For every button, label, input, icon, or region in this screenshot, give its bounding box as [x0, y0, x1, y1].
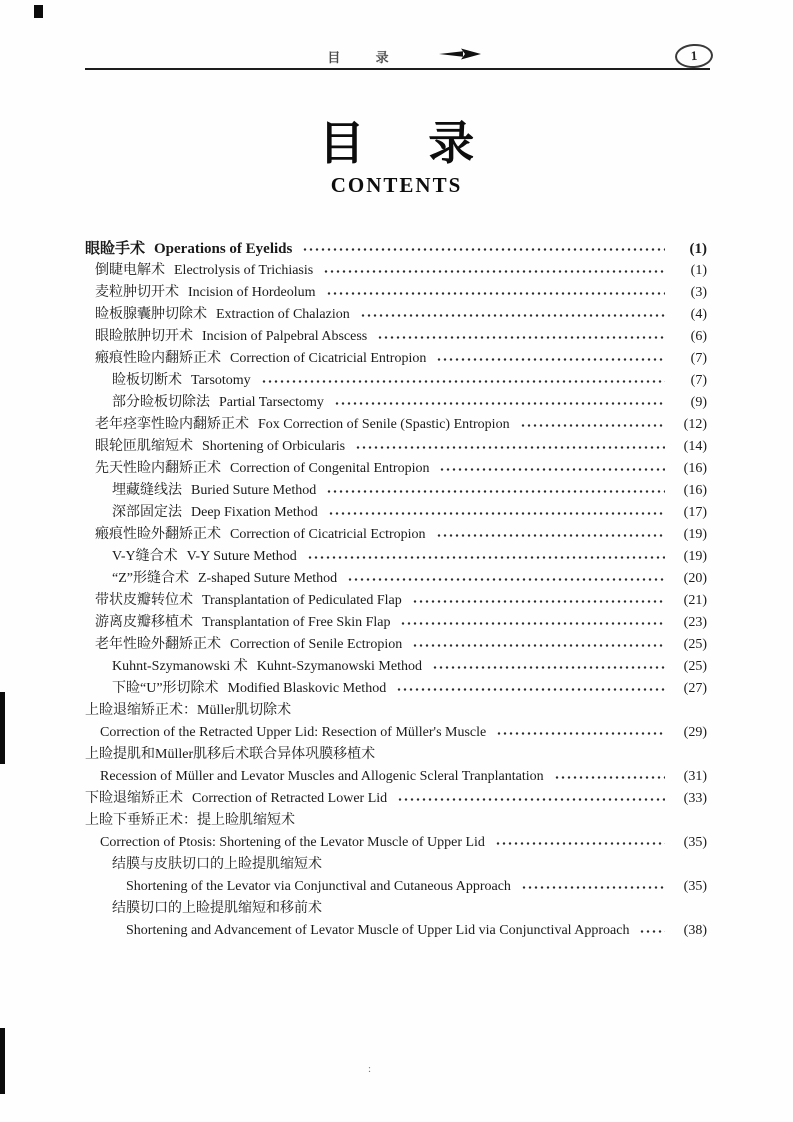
toc-entry-en: Extraction of Chalazion — [216, 307, 350, 322]
toc-entry — [85, 480, 707, 502]
toc-entry-continuation — [85, 876, 707, 898]
toc-entry — [85, 568, 707, 590]
dot-leader — [520, 423, 665, 428]
dot-leader — [521, 885, 665, 890]
toc-entry-page: (12) — [683, 417, 707, 432]
toc-entry-cn: 老年痉挛性睑内翻矫正术 — [95, 417, 249, 432]
toc-entry-en: Correction of Cicatricial Entropion — [230, 351, 427, 366]
toc-entry-page: (14) — [683, 439, 707, 454]
scan-artifact — [0, 692, 5, 764]
toc-entry-page: (3) — [690, 285, 707, 300]
toc-entry-page: (9) — [690, 395, 707, 410]
header-rule — [85, 68, 710, 70]
toc-entry-en: Correction of the Retracted Upper Lid: Resection of Müller's Muscle — [100, 725, 487, 740]
toc-entry-cn: 上睑提肌和Müller肌移后术联合异体巩膜移植术 — [85, 747, 376, 762]
toc-entry-en: Electrolysis of Trichiasis — [174, 263, 314, 278]
running-header — [85, 46, 707, 66]
toc-entry-continuation — [85, 722, 707, 744]
toc-entry-page: (38) — [683, 923, 707, 938]
toc-entry-en: Incision of Palpebral Abscess — [202, 329, 368, 344]
toc-entry-continuation — [85, 766, 707, 788]
toc-entry-page: (7) — [690, 351, 707, 366]
dot-leader — [347, 577, 665, 582]
toc-entry — [85, 348, 707, 370]
toc-entry-page: (35) — [683, 835, 707, 850]
toc-entry-cn: 眼睑脓肿切开术 — [95, 329, 193, 344]
toc-entry-page: (7) — [690, 373, 707, 388]
toc-entry-cn: 埋藏缝线法 — [112, 483, 182, 498]
toc-entry-cn: 老年性睑外翻矫正术 — [95, 637, 221, 652]
page-number: 1 — [690, 47, 698, 64]
toc-entry-en: Recession of Müller and Levator Muscles and Allogenic Scleral Tranplantation — [100, 769, 544, 784]
toc-entry-cn: 眼轮匝肌缩短术 — [95, 439, 193, 454]
toc-entry — [85, 436, 707, 458]
page-title-en: CONTENTS — [330, 173, 463, 198]
dot-leader — [360, 313, 665, 318]
dot-leader — [328, 511, 665, 516]
toc-entry-page: (19) — [683, 527, 707, 542]
toc-entry-en: Correction of Cicatricial Ectropion — [230, 527, 426, 542]
toc-entry — [85, 700, 707, 722]
dot-leader — [495, 841, 665, 846]
toc-entry-page: (31) — [683, 769, 707, 784]
toc-entry-en: Z-shaped Suture Method — [197, 571, 338, 586]
toc-entry-continuation — [85, 920, 707, 942]
toc-entry-en: Fox Correction of Senile (Spastic) Entropion — [258, 417, 510, 432]
toc-entry — [85, 612, 707, 634]
toc-entry-cn: 倒睫电解术 — [95, 263, 165, 278]
toc-entry-en: Incision of Hordeolum — [188, 285, 316, 300]
dot-leader — [396, 687, 665, 692]
toc-entry-cn: 带状皮瓣转位术 — [95, 593, 193, 608]
page-number-badge — [674, 43, 713, 69]
toc-entry-en: Buried Suture Method — [191, 483, 317, 498]
toc-entry — [85, 744, 707, 766]
toc-entry-cn: 上睑退缩矫正术：Müller肌切除术 — [85, 703, 292, 718]
toc-entry-cn: 结膜与皮肤切口的上睑提肌缩短术 — [112, 857, 322, 872]
dot-leader — [639, 929, 665, 934]
toc-entry-cn: 下睑退缩矫正术 — [85, 791, 183, 806]
toc-entry-page: (16) — [683, 483, 707, 498]
toc-list — [85, 238, 707, 942]
toc-entry — [85, 590, 707, 612]
dot-leader — [326, 291, 665, 296]
toc-entry-cn: 深部固定法 — [112, 505, 182, 520]
toc-entry — [85, 656, 707, 678]
toc-entry-en: Kuhnt-Szymanowski Method — [256, 659, 422, 674]
toc-entry-cn: Kuhnt-Szymanowski 术 — [112, 659, 248, 674]
toc-entry — [85, 458, 707, 480]
toc-entry-cn: 睑板腺囊肿切除术 — [95, 307, 207, 322]
toc-entry — [85, 810, 707, 832]
toc-entry-cn: V-Y缝合术 — [112, 549, 178, 564]
toc-entry-page: (20) — [683, 571, 707, 586]
dot-leader — [323, 269, 665, 274]
toc-entry — [85, 370, 707, 392]
dot-leader — [307, 555, 665, 560]
scan-artifact: : — [368, 1063, 372, 1075]
dot-leader — [400, 621, 665, 626]
toc-entry — [85, 502, 707, 524]
dot-leader — [397, 797, 665, 802]
toc-entry-page: (16) — [683, 461, 707, 476]
dot-leader — [412, 599, 665, 604]
toc-entry-page: (19) — [683, 549, 707, 564]
toc-entry-page: (33) — [683, 791, 707, 806]
toc-entry-cn: 部分睑板切除法 — [112, 395, 210, 410]
toc-entry-cn: 眼睑手术 — [85, 241, 146, 257]
toc-entry-page: (6) — [690, 329, 707, 344]
toc-entry-en: Shortening of Orbicularis — [202, 439, 346, 454]
toc-entry-en: Correction of Senile Ectropion — [230, 637, 403, 652]
scan-artifact — [0, 1028, 5, 1094]
toc-entry-en: V-Y Suture Method — [186, 549, 297, 564]
toc-entry-page: (1) — [690, 263, 707, 278]
toc-entry-en: Modified Blaskovic Method — [227, 681, 387, 696]
toc-entry-cn: 下睑“U”形切除术 — [112, 681, 219, 696]
toc-entry-cn: “Z”形缝合术 — [112, 571, 189, 586]
dot-leader — [432, 665, 665, 670]
toc-entry-en: Transplantation of Pediculated Flap — [202, 593, 402, 608]
running-head-title: 目 录 — [327, 49, 405, 65]
toc-entry — [85, 326, 707, 348]
toc-entry-page: (21) — [683, 593, 707, 608]
toc-entry-page: (23) — [683, 615, 707, 630]
title-block — [0, 116, 793, 198]
toc-entry-page: (29) — [683, 725, 707, 740]
toc-entry-cn: 上睑下垂矫正术：提上睑肌缩短术 — [85, 813, 295, 828]
toc-entry-continuation — [85, 832, 707, 854]
toc-entry — [85, 282, 707, 304]
dot-leader — [302, 247, 665, 252]
toc-entry-en: Operations of Eyelids — [154, 241, 293, 257]
dot-leader — [377, 335, 665, 340]
toc-entry-cn: 睑板切断术 — [112, 373, 182, 388]
toc-entry-page: (17) — [683, 505, 707, 520]
toc-entry-en: Partial Tarsectomy — [219, 395, 324, 410]
dot-leader — [554, 775, 665, 780]
toc-entry — [85, 788, 707, 810]
toc-entry-cn: 先天性睑内翻矫正术 — [95, 461, 221, 476]
toc-entry-page: (4) — [690, 307, 707, 322]
dot-leader — [436, 533, 665, 538]
toc-entry-cn: 游离皮瓣移植术 — [95, 615, 193, 630]
toc-entry — [85, 524, 707, 546]
toc-entry-cn: 麦粒肿切开术 — [95, 285, 179, 300]
dot-leader — [355, 445, 665, 450]
toc-entry — [85, 634, 707, 656]
toc-entry-page: (35) — [683, 879, 707, 894]
dot-leader — [261, 379, 665, 384]
page-title-cn: 目 录 — [318, 118, 501, 169]
toc-entry-cn: 瘢痕性睑内翻矫正术 — [95, 351, 221, 366]
toc-entry-en: Correction of Retracted Lower Lid — [192, 791, 388, 806]
arrow-icon — [439, 47, 481, 65]
toc-entry — [85, 260, 707, 282]
toc-entry-en: Correction of Ptosis: Shortening of the Levator Muscle of Upper Lid — [100, 835, 485, 850]
toc-entry-page: (27) — [683, 681, 707, 696]
toc-entry-page: (25) — [683, 637, 707, 652]
toc-entry — [85, 304, 707, 326]
toc-entry-cn: 瘢痕性睑外翻矫正术 — [95, 527, 221, 542]
toc-entry-page: (1) — [689, 241, 707, 257]
dot-leader — [334, 401, 665, 406]
dot-leader — [496, 731, 665, 736]
toc-entry-en: Transplantation of Free Skin Flap — [202, 615, 391, 630]
toc-entry — [85, 392, 707, 414]
toc-entry — [85, 898, 707, 920]
toc-entry-page: (25) — [683, 659, 707, 674]
toc-entry — [85, 546, 707, 568]
dot-leader — [412, 643, 665, 648]
toc-entry — [85, 238, 707, 260]
toc-entry — [85, 678, 707, 700]
toc-entry-en: Correction of Congenital Entropion — [230, 461, 430, 476]
toc-entry — [85, 414, 707, 436]
dot-leader — [436, 357, 665, 362]
toc-entry-en: Shortening of the Levator via Conjunctival and Cutaneous Approach — [126, 879, 511, 894]
toc-entry-cn: 结膜切口的上睑提肌缩短和移前术 — [112, 901, 322, 916]
toc-entry-en: Tarsotomy — [191, 373, 251, 388]
dot-leader — [439, 467, 665, 472]
scan-artifact — [34, 5, 43, 18]
toc-entry — [85, 854, 707, 876]
toc-entry-en: Shortening and Advancement of Levator Muscle of Upper Lid via Conjunctival Approach — [126, 923, 630, 938]
dot-leader — [326, 489, 665, 494]
toc-entry-en: Deep Fixation Method — [191, 505, 318, 520]
